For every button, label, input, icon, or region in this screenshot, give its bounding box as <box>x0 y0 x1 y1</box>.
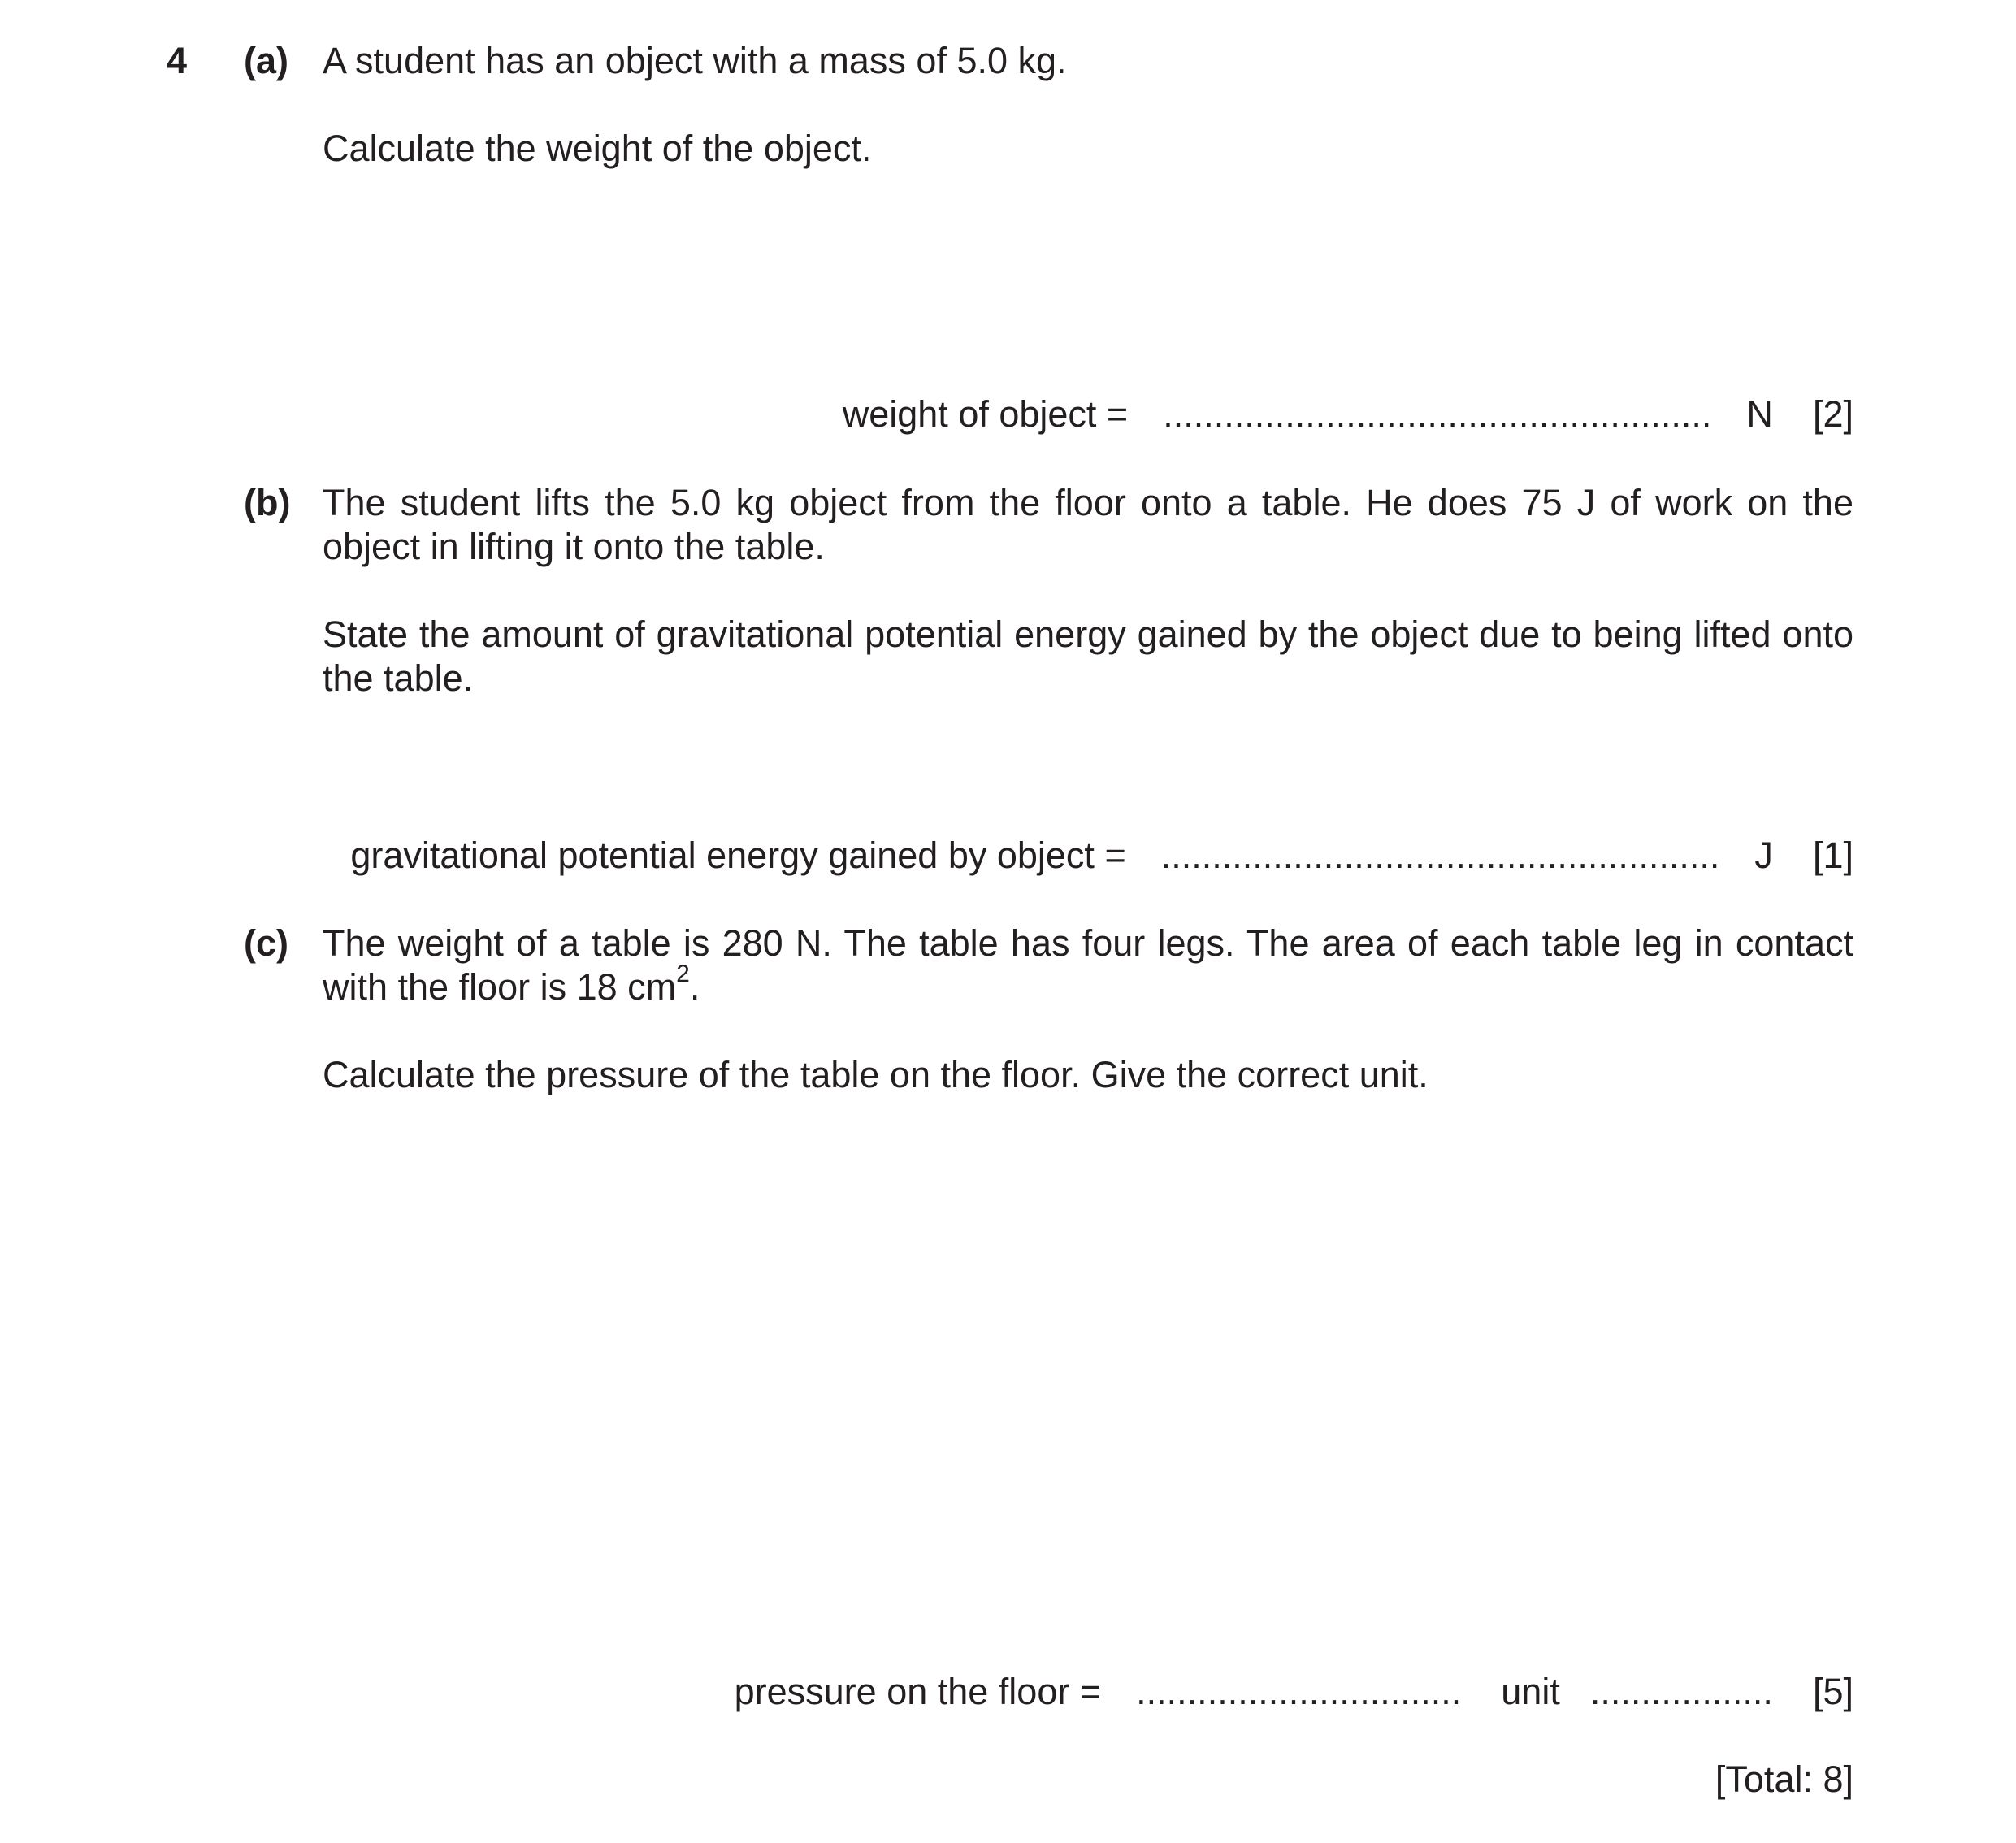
part-c-statement <box>323 922 1853 1009</box>
part-a-answer-unit: N <box>1746 393 1773 435</box>
part-a-statement: A student has an object with a mass of 5.0 kg. <box>323 40 1067 81</box>
part-c-label: (c) <box>244 922 288 964</box>
part-b-answer-field[interactable]: ....................................................... <box>1160 835 1720 876</box>
part-c-unit-label: unit <box>1501 1671 1560 1712</box>
part-c-statement-end: . <box>689 966 700 1008</box>
part-a-label: (a) <box>244 40 288 81</box>
part-c-answer-line <box>735 1670 1853 1714</box>
question-number: 4 <box>167 40 188 81</box>
part-b-answer-unit: J <box>1754 835 1773 876</box>
part-c-instruction: Calculate the pressure of the table on the floor. Give the correct unit. <box>323 1054 1429 1095</box>
part-b-answer-label: gravitational potential energy gained by object = <box>350 835 1126 876</box>
part-c-unit-field[interactable]: .................. <box>1589 1671 1773 1712</box>
part-c-superscript: 2 <box>676 961 690 987</box>
part-b-marks: [1] <box>1812 835 1853 876</box>
part-b-statement: The student lifts the 5.0 kg object from the floor onto a table. He does 75 J of work on the object in lifting it onto the table. <box>323 482 1853 567</box>
part-c-marks: [5] <box>1812 1671 1853 1712</box>
part-a-answer-field[interactable]: ...................................................... <box>1163 393 1712 435</box>
part-a-answer-label: weight of object = <box>842 393 1129 435</box>
part-a-answer-line <box>843 392 1853 436</box>
part-b-answer-line <box>350 834 1853 878</box>
part-c-answer-label: pressure on the floor = <box>734 1671 1102 1712</box>
part-b-label: (b) <box>244 482 291 523</box>
part-c-statement-text: The weight of a table is 280 N. The table has four legs. The area of each table leg in contact with the floor is 18 cm <box>323 922 1853 1008</box>
part-b-instruction: State the amount of gravitational potential energy gained by the object due to being lifted onto the table. <box>323 614 1853 699</box>
part-c-answer-field[interactable]: ................................ <box>1136 1671 1462 1712</box>
part-a-marks: [2] <box>1812 393 1853 435</box>
part-a-instruction: Calculate the weight of the object. <box>323 128 872 169</box>
question-total: [Total: 8] <box>1715 1758 1853 1800</box>
